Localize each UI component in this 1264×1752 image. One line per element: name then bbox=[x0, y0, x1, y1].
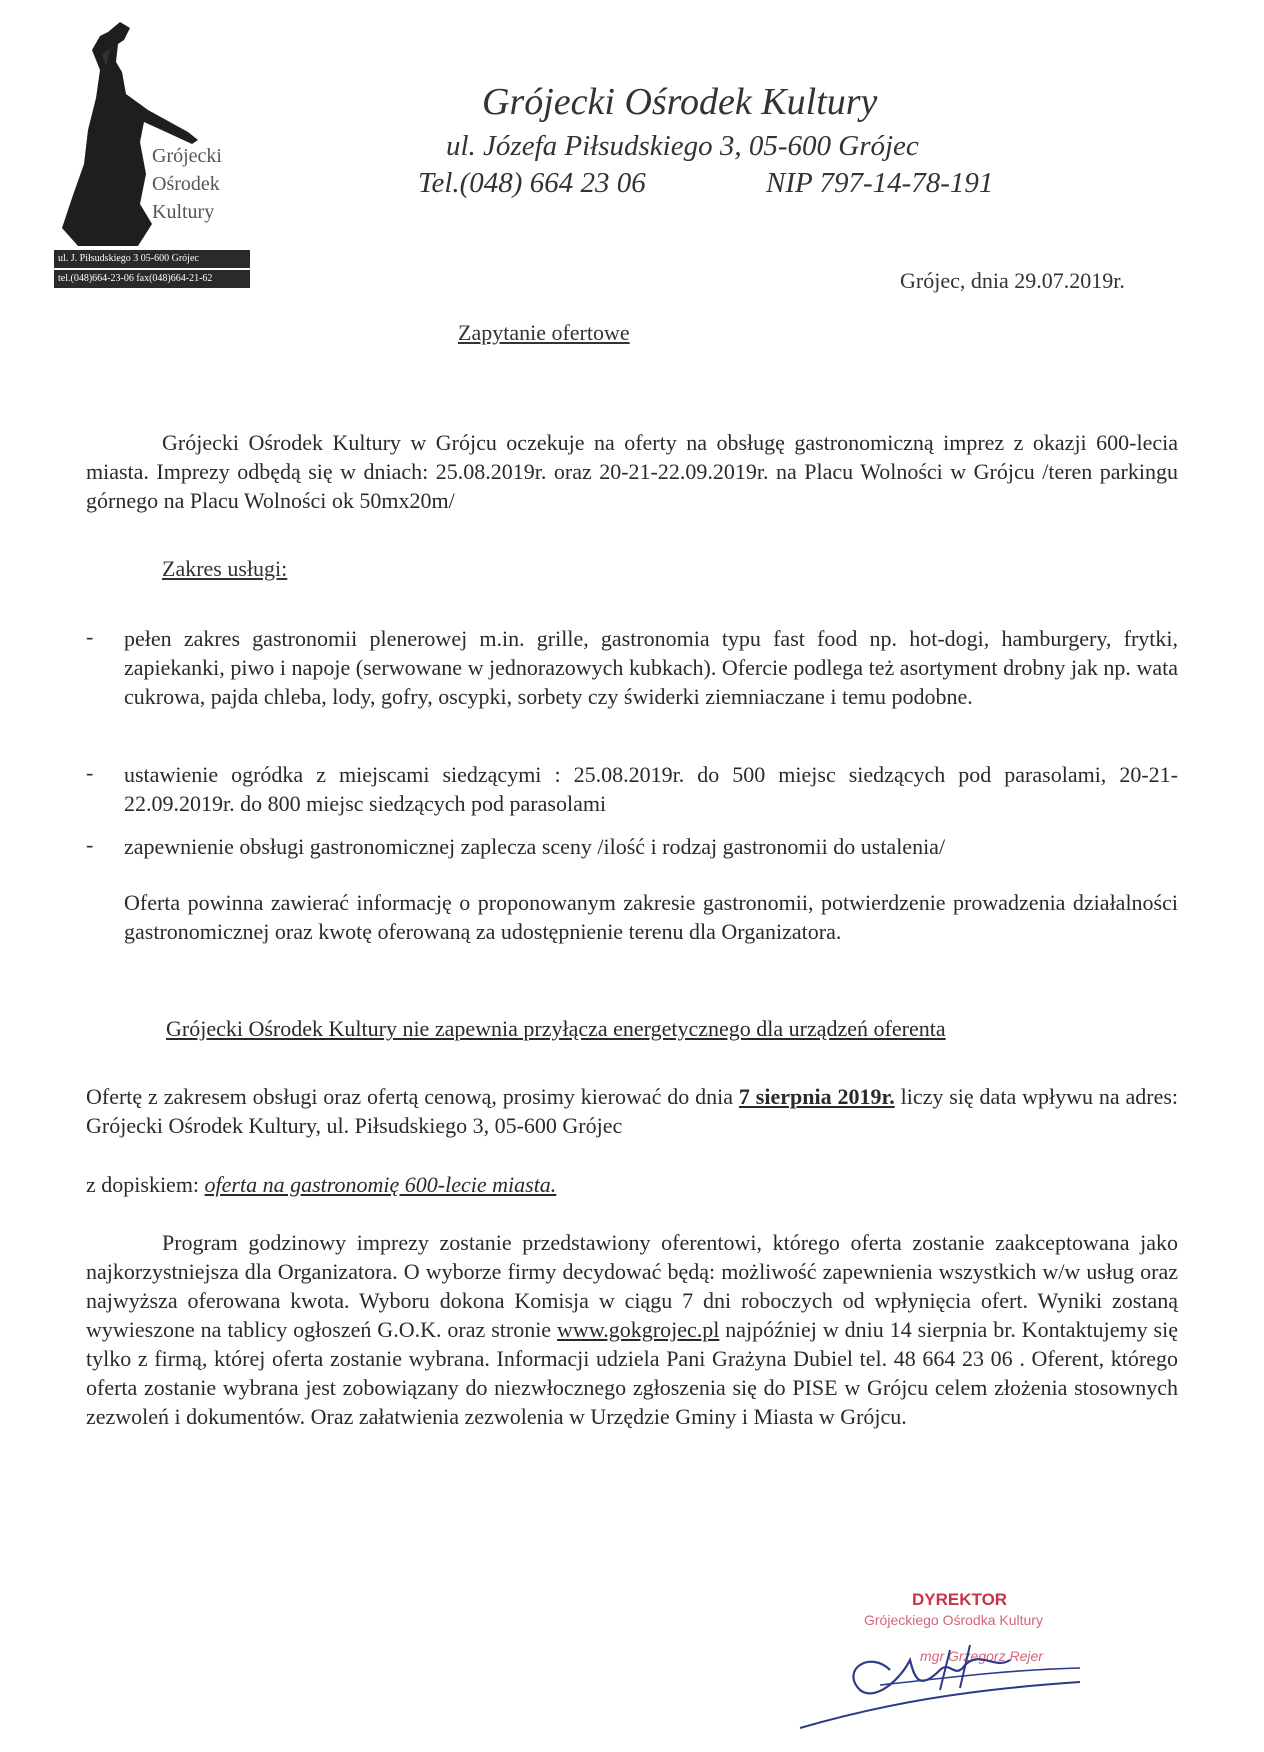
deadline-text-after: liczy się data wpływu na adres: Grójecki Ośrodek Kultury, ul. Piłsudskiego 3, 05-600 Grójec bbox=[86, 1084, 1179, 1138]
stamp-institution: Grójeckiego Ośrodka Kultury bbox=[864, 1612, 1043, 1628]
bullet-dash: - bbox=[86, 832, 94, 857]
logo-text-line1: Grójecki bbox=[152, 145, 222, 167]
logo-phone-bar: tel.(048)664-23-06 fax(048)664-21-62 bbox=[54, 270, 250, 288]
bullet-dash: - bbox=[86, 624, 94, 649]
website-link[interactable]: www.gokgrojec.pl bbox=[557, 1317, 720, 1342]
bullet-item: ustawienie ogródka z miejscami siedzącymi : 25.08.2019r. do 500 miejsc siedzących pod parasolami, 20-21-22.09.2019r. do 800 miejsc siedzących pod parasolami bbox=[124, 762, 1178, 816]
document-date: Grójec, dnia 29.07.2019r. bbox=[900, 268, 1125, 293]
deadline-paragraph bbox=[86, 1082, 1178, 1140]
bullet-item: pełen zakres gastronomii plenerowej m.in. grille, gastronomia typu fast food np. hot-dogi, hamburgery, frytki, zapiekanki, piwo i napoje (serwowane w jednorazowych kubkach). Ofercie podlega też asortyment drobny jak np. wata cukrowa, pajda chleba, lody, gofry, oscypki, sorbety czy świderki ziemniaczane i temu podobne. bbox=[124, 626, 1178, 709]
logo-text-line2: Ośrodek bbox=[152, 173, 220, 195]
note-text: oferta na gastronomię 600-lecie miasta. bbox=[204, 1172, 557, 1197]
logo-text-line3: Kultury bbox=[152, 201, 215, 223]
intro-paragraph: Grójecki Ośrodek Kultury w Grójcu oczekuje na oferty na obsługę gastronomiczną imprez z okazji 600-lecia miasta. Imprezy odbędą się w dniach: 25.08.2019r. oraz 20-21-22.09.2019r. na Placu Wolności w Grójcu /teren parkingu górnego na Placu Wolności ok 50mx20m/ bbox=[86, 430, 1178, 513]
bullet-item: zapewnienie obsługi gastronomicznej zaplecza sceny /ilość i rodzaj gastronomii do ustalenia/ bbox=[124, 834, 946, 859]
scope-heading: Zakres usługi: bbox=[162, 556, 288, 581]
stamp-name: mgr Grzegorz Rejer bbox=[920, 1648, 1043, 1664]
stamp-role: DYREKTOR bbox=[912, 1590, 1008, 1609]
logo-address-bar: ul. J. Piłsudskiego 3 05-600 Grójec bbox=[54, 250, 250, 268]
program-paragraph bbox=[86, 1228, 1178, 1431]
statue-logo-icon bbox=[48, 14, 248, 264]
note-prefix: z dopiskiem: bbox=[86, 1172, 200, 1197]
note-line bbox=[86, 1172, 556, 1198]
bullet-dash: - bbox=[86, 760, 94, 785]
organization-title: Grójecki Ośrodek Kultury bbox=[482, 81, 878, 123]
document-title: Zapytanie ofertowe bbox=[458, 320, 630, 345]
program-text-part1: Program godzinowy imprezy zostanie przedstawiony oferentowi, którego oferta zostanie zaakceptowana jako najkorzystniejsza dla Organizatora. O wyborze firmy decydować będą: możliwość zapewnienia wszystkich w/w usług oraz najwyższa oferowana kwota. Wyboru dokona Komisja w ciągu 7 dni roboczych od wpłynięcia ofert. Wyniki zostaną wywieszone na tablicy ogłoszeń G.O.K. oraz stronie bbox=[86, 1230, 1178, 1342]
energy-notice: Grójecki Ośrodek Kultury nie zapewnia przyłącza energetycznego dla urządzeń oferenta bbox=[166, 1016, 946, 1041]
deadline-date: 7 sierpnia 2019r. bbox=[738, 1084, 895, 1109]
logo bbox=[48, 14, 248, 300]
organization-nip: NIP 797-14-78-191 bbox=[766, 167, 994, 199]
signature-icon bbox=[780, 1610, 1100, 1740]
deadline-text-before: Ofertę z zakresem obsługi oraz ofertą cenową, prosimy kierować do dnia bbox=[86, 1084, 734, 1109]
program-text-part2: najpóźniej w dniu 14 sierpnia br. Kontaktujemy się tylko z firmą, której oferta zostanie wybrana. Informacji udziela Pani Grażyna Dubiel tel. 48 664 23 06 . Oferent, którego oferta zostanie wybrana jest zobowiązany do niezwłocznego zgłoszenia się do PISE w Grójcu celem złożenia stosownych zezwoleń i dokumentów. Oraz załatwienia zezwolenia w Urzędzie Gminy i Miasta w Grójcu. bbox=[86, 1317, 1178, 1429]
offer-content-paragraph: Oferta powinna zawierać informację o proponowanym zakresie gastronomii, potwierdzenie prowadzenia działalności gastronomicznej oraz kwotę oferowaną za udostępnienie terenu dla Organizatora. bbox=[124, 890, 1178, 944]
organization-address: ul. Józefa Piłsudskiego 3, 05-600 Grójec bbox=[446, 130, 919, 162]
organization-phone: Tel.(048) 664 23 06 bbox=[418, 167, 646, 199]
